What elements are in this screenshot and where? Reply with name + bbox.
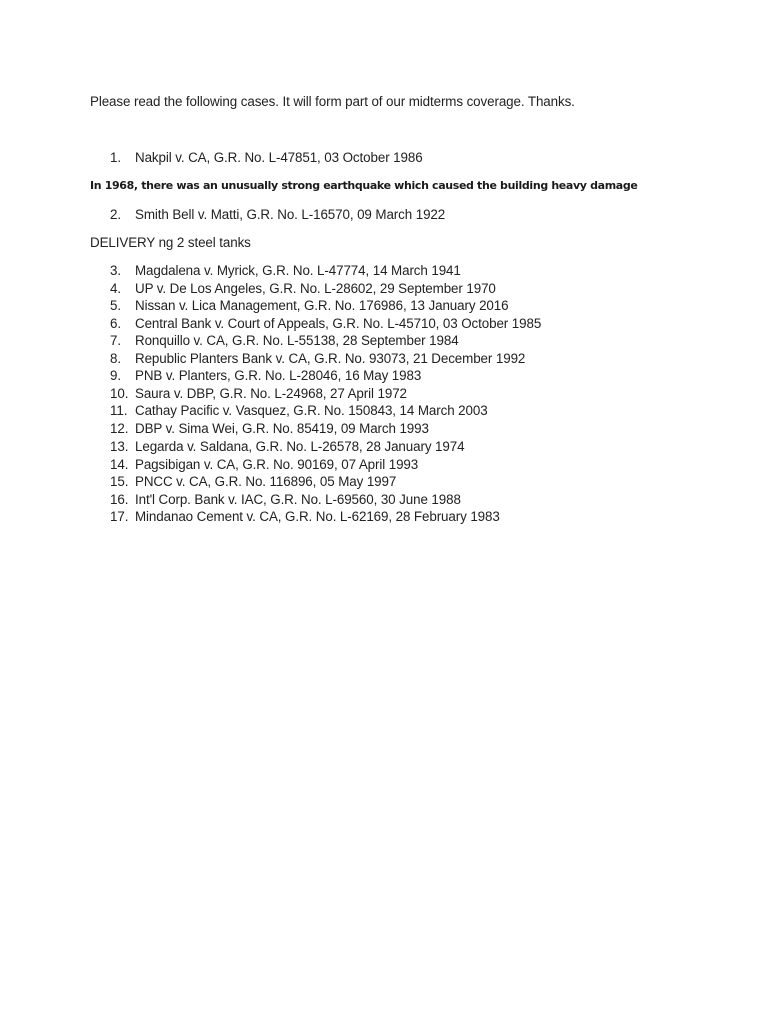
list-item-text: Pagsibigan v. CA, G.R. No. 90169, 07 April 1993: [135, 456, 419, 472]
list-item-number: 8.: [110, 350, 121, 366]
intro-text: Please read the following cases. It will form part of our midterms coverage. Thanks.: [90, 94, 575, 109]
list-item-text: Ronquillo v. CA, G.R. No. L-55138, 28 September 1984: [135, 333, 459, 348]
list-item: [110, 206, 445, 223]
list-item-text: Cathay Pacific v. Vasquez, G.R. No. 150843, 14 March 2003: [135, 403, 488, 418]
list-item-number: 5.: [110, 298, 121, 313]
list-item: [110, 385, 407, 402]
list-item-number: 4.: [110, 280, 121, 296]
list-item-number: 10.: [110, 385, 129, 401]
list-item-text: UP v. De Los Angeles, G.R. No. L-28602, 29 September 1970: [135, 280, 496, 296]
list-item: [110, 420, 429, 437]
list-item-number: 17.: [110, 509, 129, 524]
list-item-text: DBP v. Sima Wei, G.R. No. 85419, 09 March 1993: [135, 420, 429, 436]
delivery-note: DELIVERY ng 2 steel tanks: [90, 235, 251, 250]
list-item-number: 9.: [110, 368, 121, 383]
list-item-text: Saura v. DBP, G.R. No. L-24968, 27 April 1972: [135, 385, 407, 401]
list-item-text: Magdalena v. Myrick, G.R. No. L-47774, 14 March 1941: [135, 263, 461, 278]
list-item-text: PNB v. Planters, G.R. No. L-28046, 16 May 1983: [135, 368, 422, 383]
list-item: [110, 491, 461, 508]
list-item-number: 7.: [110, 333, 121, 348]
list-item: [110, 508, 500, 525]
list-item-text: Int'l Corp. Bank v. IAC, G.R. No. L-69560, 30 June 1988: [135, 491, 461, 507]
list-item-text: Republic Planters Bank v. CA, G.R. No. 93073, 21 December 1992: [135, 350, 526, 366]
list-item-number: 2.: [110, 207, 121, 222]
list-item-text: Mindanao Cement v. CA, G.R. No. L-62169, 28 February 1983: [135, 509, 500, 524]
list-item: [110, 402, 488, 419]
list-item-number: 16.: [110, 491, 129, 507]
list-item-number: 1.: [110, 150, 121, 165]
list-item: [110, 456, 418, 473]
list-item-number: 6.: [110, 315, 121, 331]
list-item-number: 11.: [110, 403, 128, 418]
list-item-number: 13.: [110, 438, 129, 454]
list-item: [110, 350, 525, 367]
list-item-number: 14.: [110, 456, 129, 472]
list-item-text: PNCC v. CA, G.R. No. 116896, 05 May 1997: [135, 474, 397, 489]
list-item: [110, 332, 459, 349]
list-item-text: Smith Bell v. Matti, G.R. No. L-16570, 09 March 1922: [135, 207, 446, 222]
list-item-number: 12.: [110, 420, 129, 436]
earthquake-note: In 1968, there was an unusually strong earthquake which caused the building heavy damage: [90, 179, 638, 192]
list-item-text: Legarda v. Saldana, G.R. No. L-26578, 28 January 1974: [135, 438, 465, 454]
list-item-text: Nissan v. Lica Management, G.R. No. 176986, 13 January 2016: [135, 298, 509, 313]
list-item-number: 15.: [110, 474, 129, 489]
list-item: [110, 438, 464, 455]
list-item: [110, 315, 541, 332]
list-item-text: Central Bank v. Court of Appeals, G.R. No. L-45710, 03 October 1985: [135, 315, 542, 331]
list-item-text: Nakpil v. CA, G.R. No. L-47851, 03 October 1986: [135, 150, 423, 165]
list-item: [110, 262, 461, 279]
list-item: [110, 297, 508, 314]
list-item: [110, 280, 496, 297]
list-item: [110, 149, 423, 166]
list-item: [110, 367, 421, 384]
list-item: [110, 473, 396, 490]
list-item-number: 3.: [110, 263, 121, 278]
